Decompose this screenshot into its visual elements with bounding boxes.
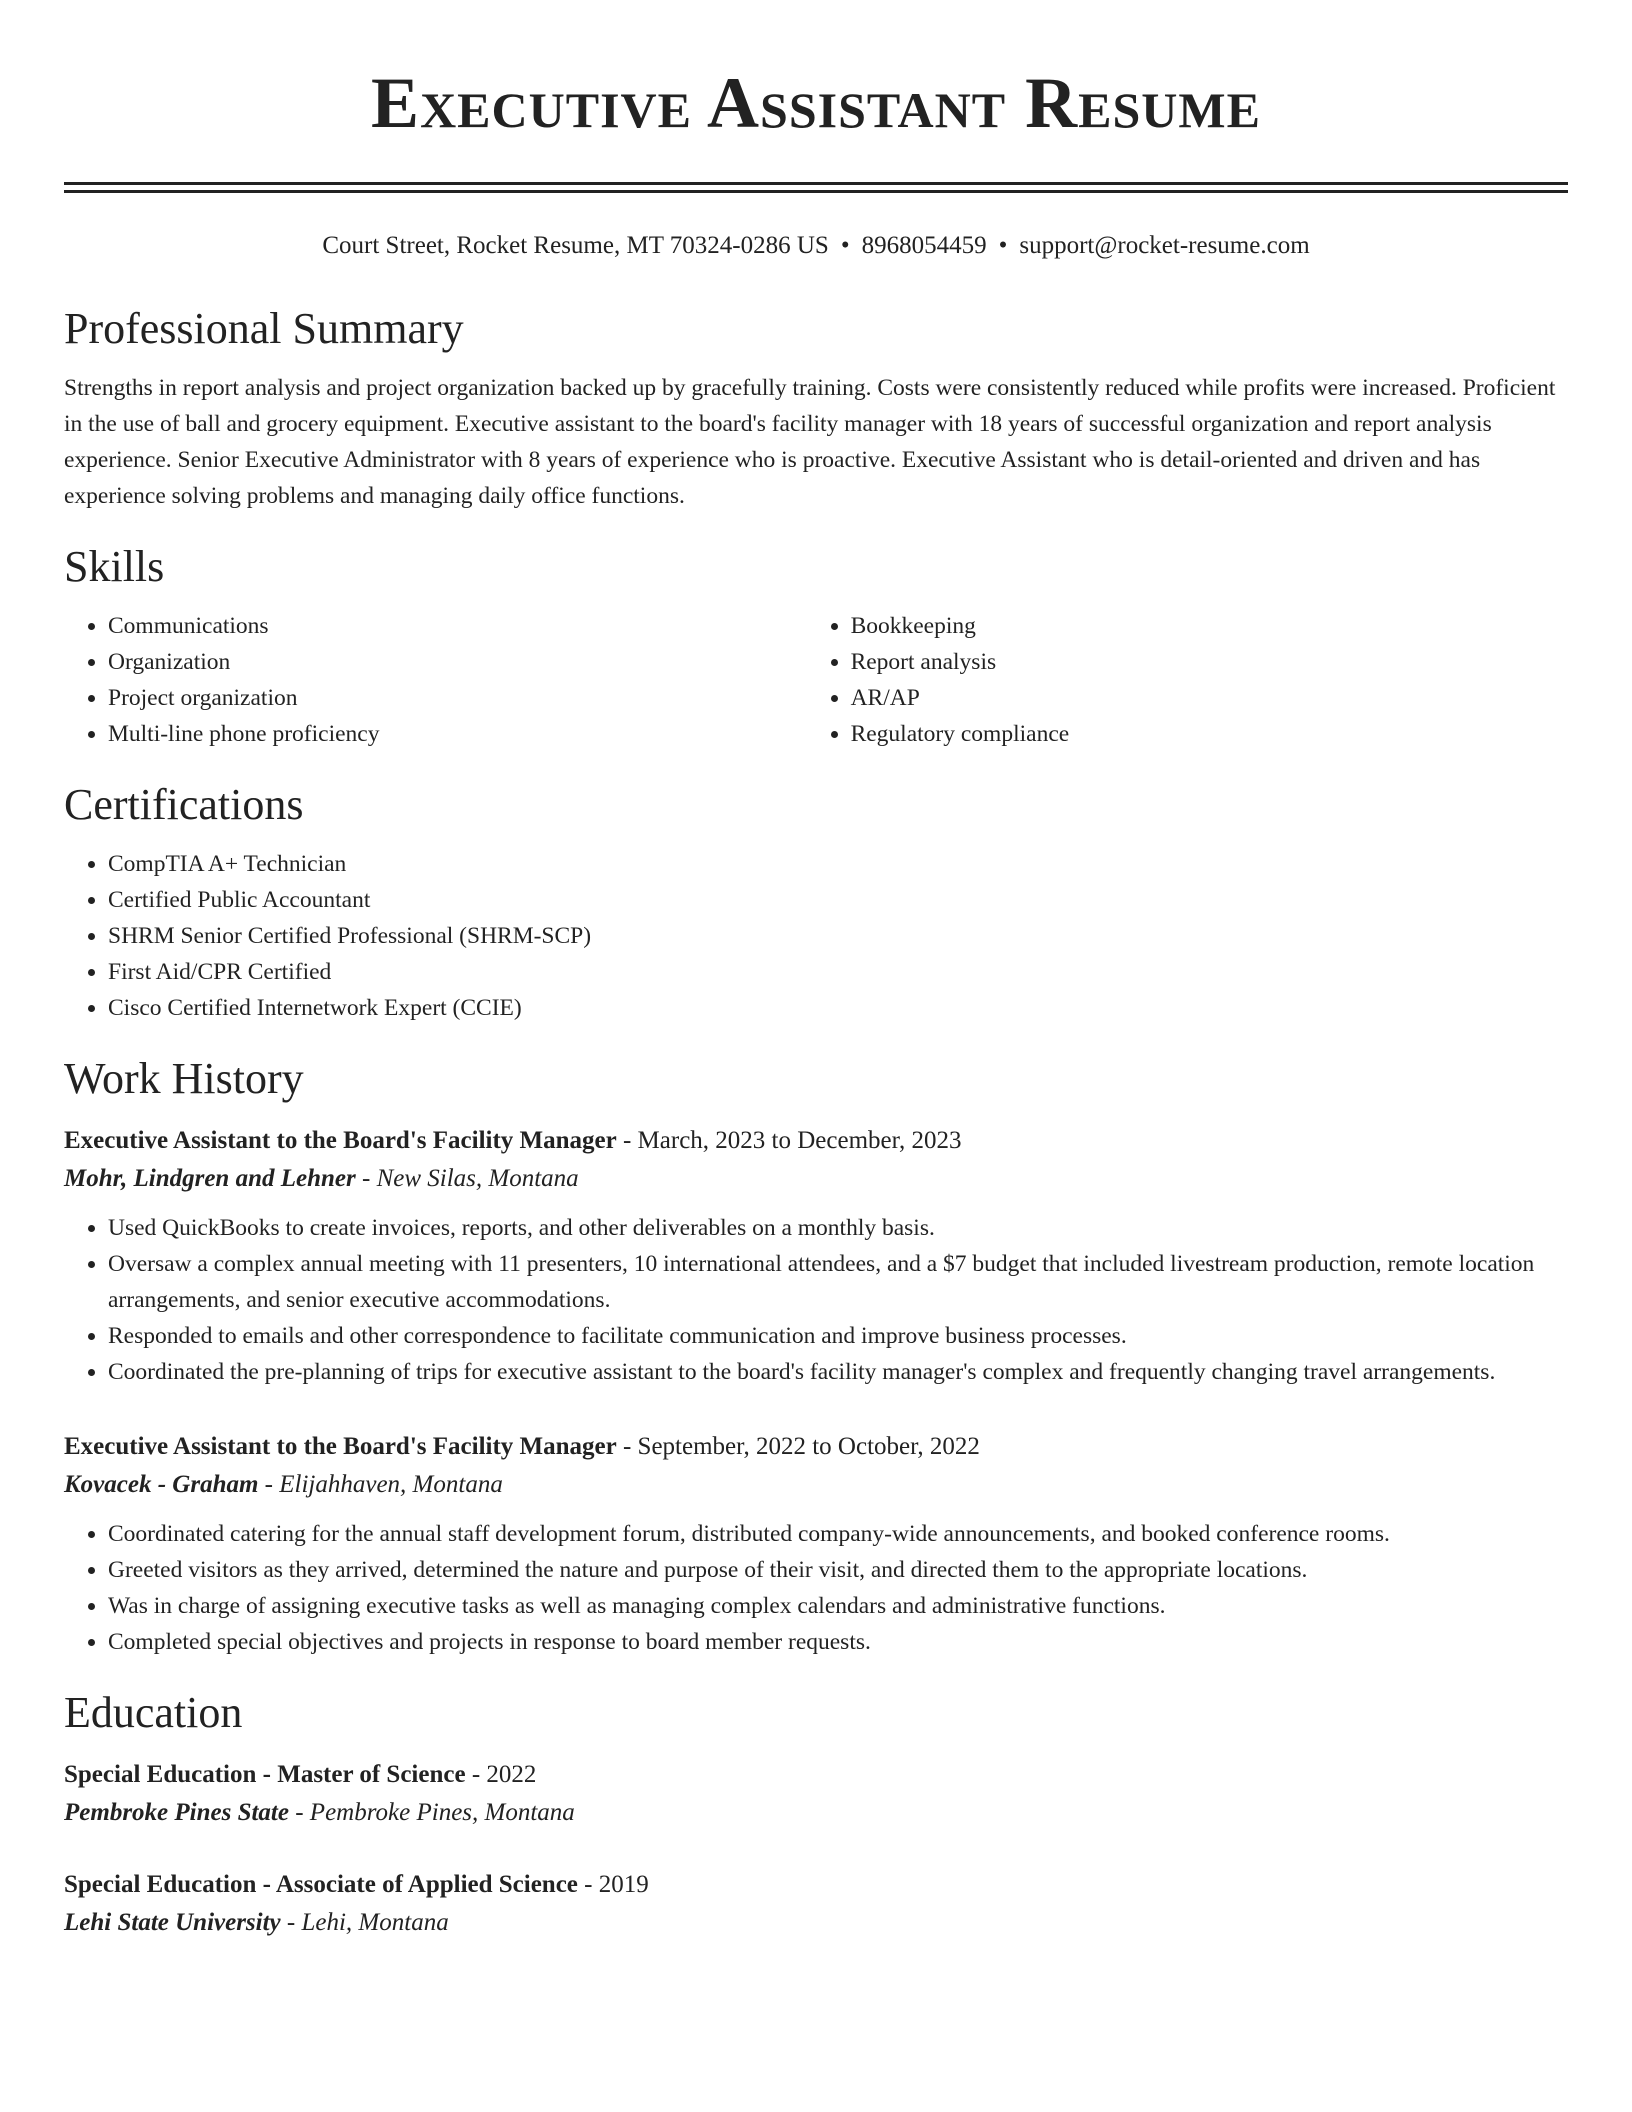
certification-item: • Certified Public Accountant (108, 882, 1568, 918)
education-year: - 2019 (577, 1871, 649, 1898)
education-location: - Lehi, Montana (280, 1909, 449, 1936)
job-entry (64, 1428, 1568, 1660)
summary-text: Strengths in report analysis and project organization backed up by gracefully training. Costs were consistently reduced while profits were increased. Proficient in the use of ball and grocery equipment. Executive assistant to the board's facility manager with 18 years of successful organization and report analysis experience. Senior Executive Administrator with 8 years of experience who is proactive. Executive Assistant who is detail-oriented and driven and has experience solving problems and managing daily office functions. (64, 375, 1556, 509)
job-location: - Elijahhaven, Montana (258, 1471, 503, 1498)
education-entry (64, 1866, 1568, 1942)
certification-item: • SHRM Senior Certified Professional (SHRM-SCP) (108, 918, 1568, 954)
certifications-list (64, 846, 1568, 1026)
work-history-heading: Work History (64, 1054, 304, 1103)
job-dates: - September, 2022 to October, 2022 (616, 1433, 980, 1460)
skills-list-right (807, 608, 1568, 752)
title-divider-thin (64, 190, 1568, 193)
contact-separator: • (840, 232, 850, 259)
job-location: - New Silas, Montana (355, 1165, 579, 1192)
education-school-line (64, 1794, 1568, 1832)
skills-list-left (64, 608, 807, 752)
skill-item: • Communications (108, 608, 807, 644)
certification-item: • Cisco Certified Internetwork Expert (CCIE) (108, 990, 1568, 1026)
job-bullet: • Was in charge of assigning executive tasks as well as managing complex calendars and administrative functions. (108, 1588, 1568, 1624)
job-entry (64, 1122, 1568, 1390)
education-degree: Special Education - Associate of Applied Science (64, 1871, 578, 1898)
skill-item: • Bookkeeping (851, 608, 1568, 644)
contact-line (64, 230, 1568, 262)
contact-address: Court Street, Rocket Resume, MT 70324-0286 US (322, 232, 829, 259)
job-bullet: • Coordinated catering for the annual staff development forum, distributed company-wide announcements, and booked conference rooms. (108, 1516, 1568, 1552)
job-bullets (64, 1210, 1568, 1390)
job-role: Executive Assistant to the Board's Facility Manager (64, 1433, 617, 1460)
job-company: Mohr, Lindgren and Lehner (64, 1165, 356, 1192)
education-school: Lehi State University (64, 1909, 281, 1936)
job-bullet: • Greeted visitors as they arrived, determined the nature and purpose of their visit, and directed them to the appropriate locations. (108, 1552, 1568, 1588)
education-degree-line (64, 1866, 1568, 1904)
certification-item: • CompTIA A+ Technician (108, 846, 1568, 882)
education-degree-line (64, 1756, 1568, 1794)
job-bullet: • Completed special objectives and projects in response to board member requests. (108, 1624, 1568, 1660)
job-role: Executive Assistant to the Board's Facility Manager (64, 1127, 617, 1154)
summary-heading: Professional Summary (64, 304, 464, 353)
job-bullets (64, 1516, 1568, 1660)
job-company: Kovacek - Graham (64, 1471, 259, 1498)
job-bullet: • Responded to emails and other correspondence to facilitate communication and improve business processes. (108, 1318, 1568, 1354)
skill-item: • Regulatory compliance (851, 716, 1568, 752)
job-bullet: • Used QuickBooks to create invoices, reports, and other deliverables on a monthly basis. (108, 1210, 1568, 1246)
job-dates: - March, 2023 to December, 2023 (616, 1127, 962, 1154)
education-year: - 2022 (465, 1761, 537, 1788)
resume-title: Executive Assistant Resume (371, 63, 1261, 143)
job-title-line (64, 1428, 1568, 1466)
certification-item: • First Aid/CPR Certified (108, 954, 1568, 990)
title-divider-thick (64, 182, 1568, 185)
education-location: - Pembroke Pines, Montana (288, 1799, 575, 1826)
skill-item: • Report analysis (851, 644, 1568, 680)
education-school-line (64, 1904, 1568, 1942)
education-entry (64, 1756, 1568, 1832)
skill-item: • Organization (108, 644, 807, 680)
education-heading: Education (64, 1688, 243, 1737)
skill-item: • Project organization (108, 680, 807, 716)
contact-separator: • (998, 232, 1008, 259)
skill-item: • Multi-line phone proficiency (108, 716, 807, 752)
job-company-line (64, 1466, 1568, 1504)
skills-columns (64, 608, 1568, 752)
education-school: Pembroke Pines State (64, 1799, 289, 1826)
contact-phone: 8968054459 (861, 232, 987, 259)
skill-item: • AR/AP (851, 680, 1568, 716)
job-bullet: • Coordinated the pre-planning of trips for executive assistant to the board's facility manager's complex and frequently changing travel arrangements. (108, 1354, 1568, 1390)
skills-heading: Skills (64, 542, 165, 591)
contact-email[interactable]: support@rocket-resume.com (1019, 232, 1310, 259)
job-company-line (64, 1160, 1568, 1198)
job-bullet: • Oversaw a complex annual meeting with 11 presenters, 10 international attendees, and a $7 budget that included livestream production, remote location arrangements, and senior executive accommodations. (108, 1246, 1568, 1318)
education-degree: Special Education - Master of Science (64, 1761, 466, 1788)
certifications-heading: Certifications (64, 780, 304, 829)
job-title-line (64, 1122, 1568, 1160)
